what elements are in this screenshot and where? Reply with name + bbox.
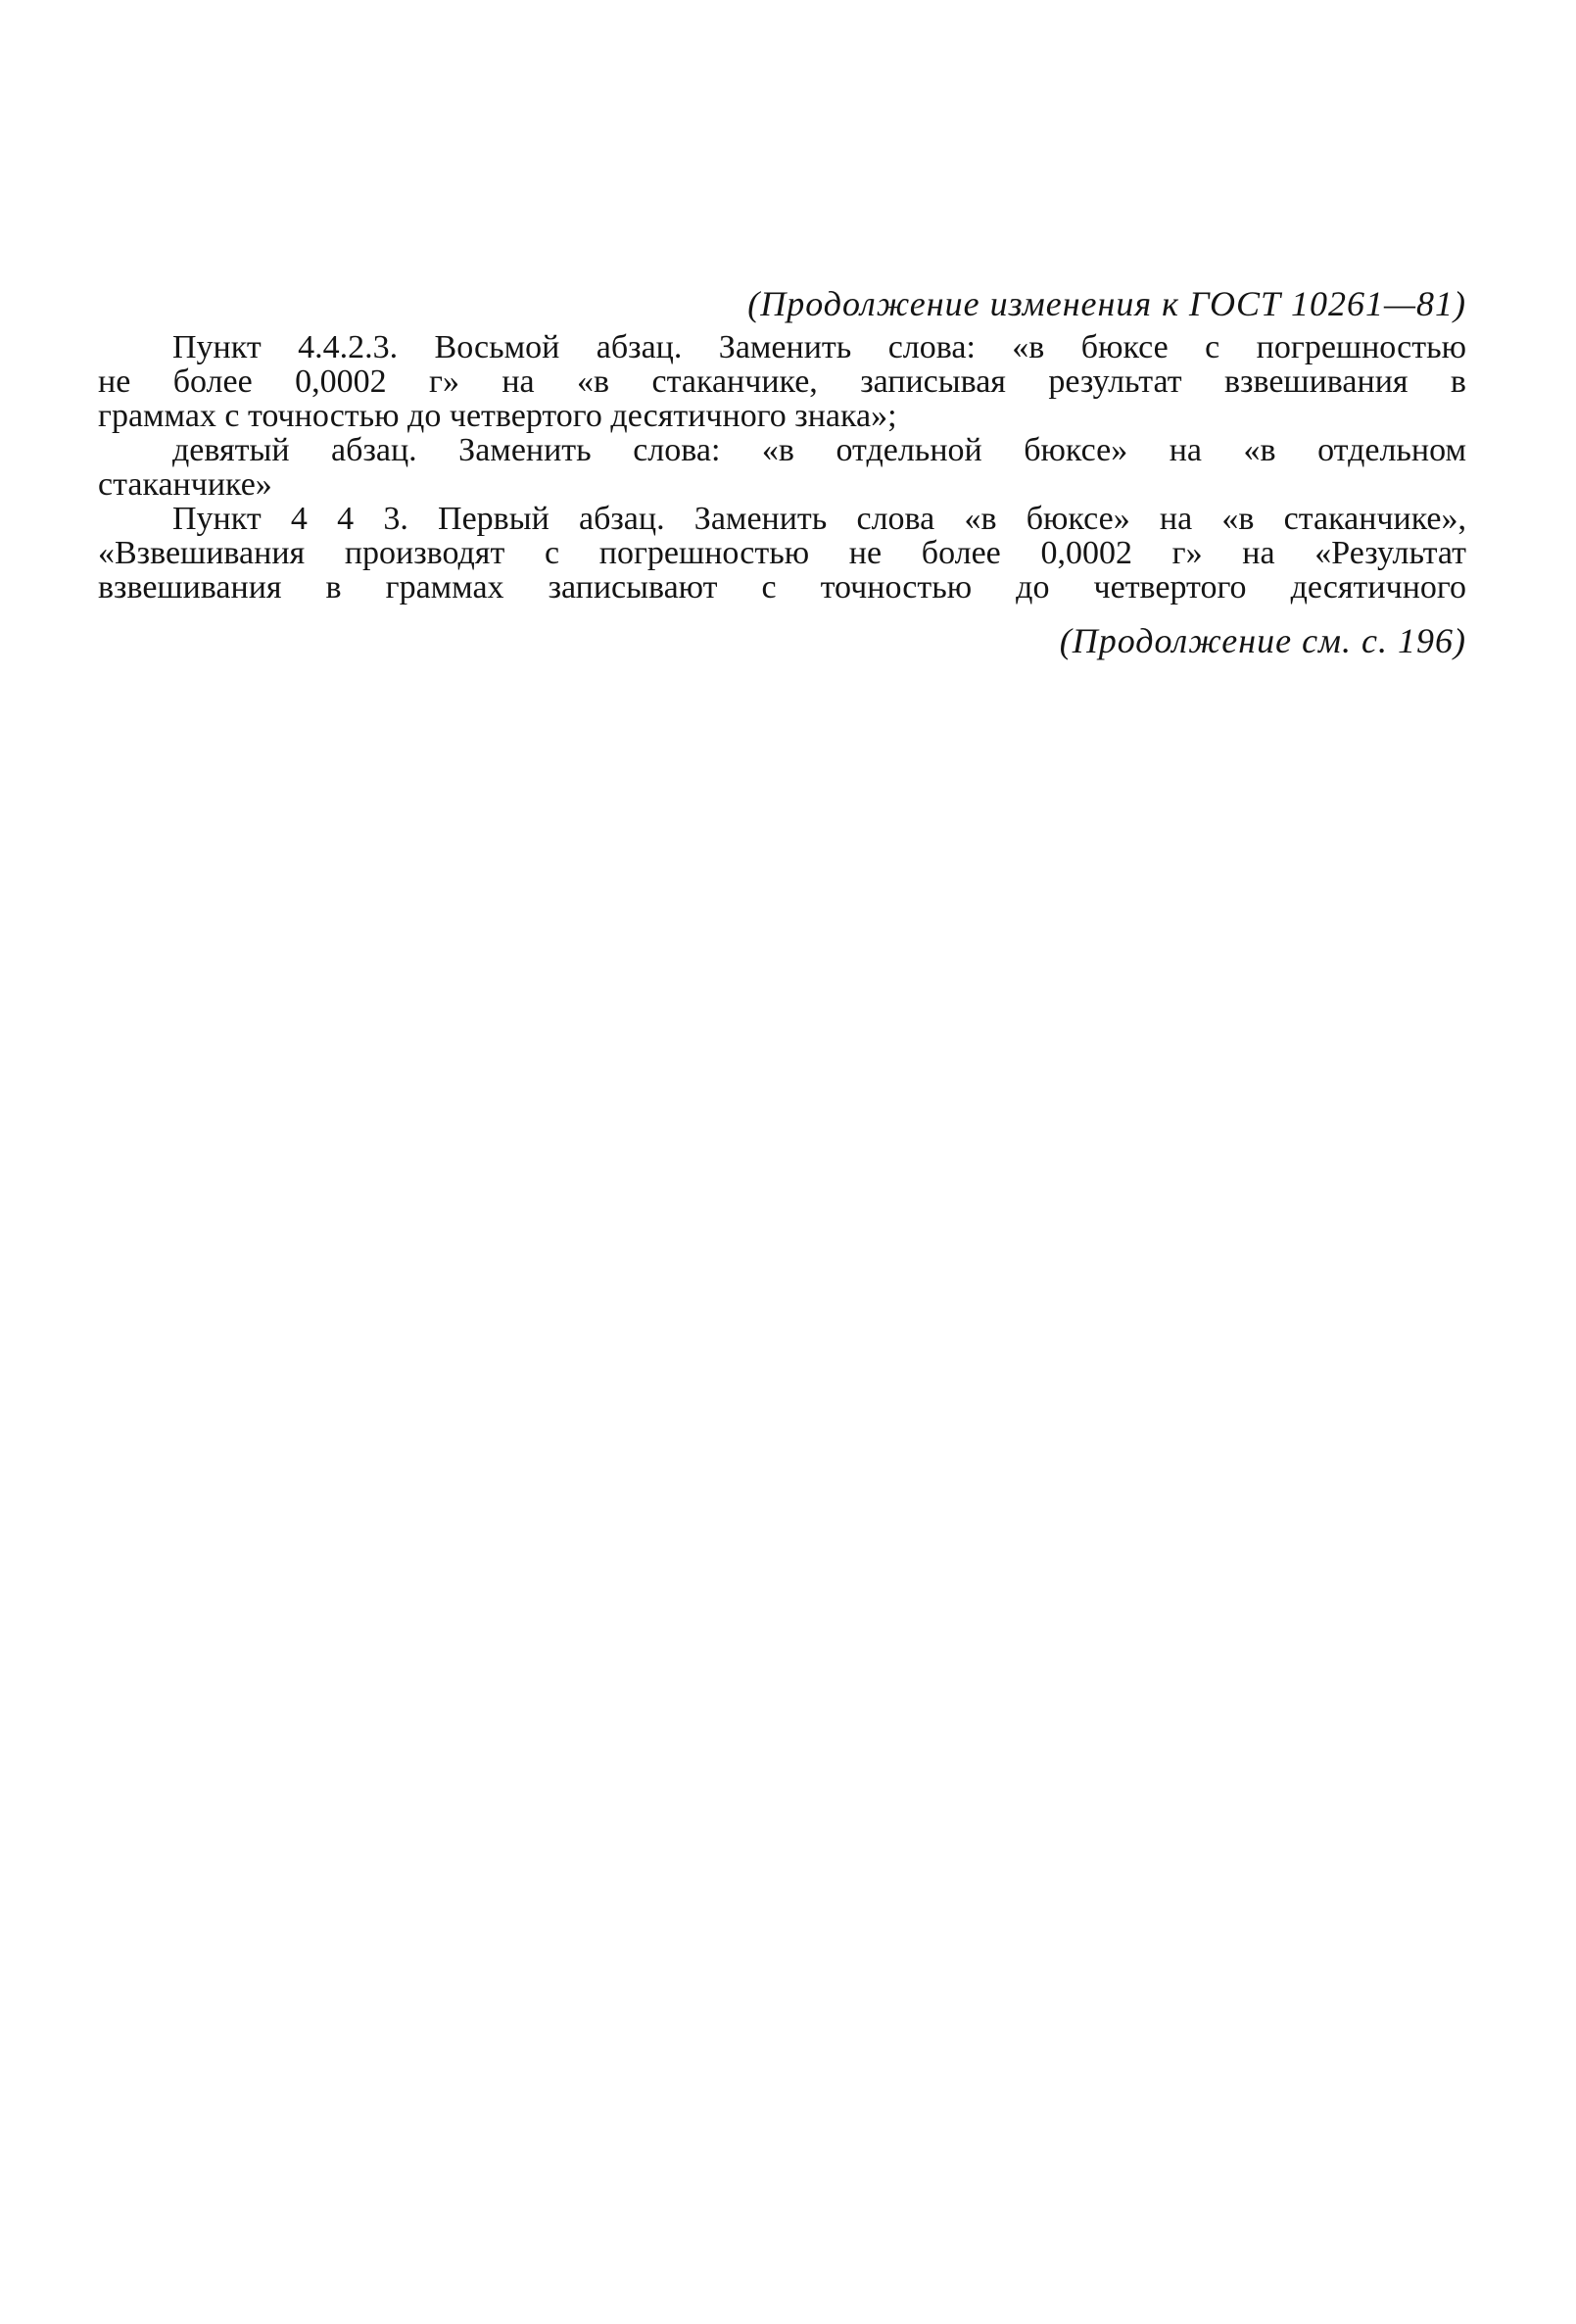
- text-block: [98, 279, 1466, 665]
- continuation-header: (Продолжение изменения к ГОСТ 10261—81): [747, 284, 1466, 323]
- text-line-5: стаканчике»: [98, 466, 272, 503]
- text-line-2: не более 0,0002 г» на «в стаканчике, записывая результат взвешивания в: [98, 363, 1466, 400]
- text-line-6: Пункт 4 4 3. Первый абзац. Заменить слова «в бюксе» на «в стаканчике»,: [172, 501, 1466, 537]
- continuation-footer: (Продолжение см. с. 196): [1059, 621, 1466, 660]
- text-line-8: взвешивания в граммах записывают с точностью до четвертого десятичного: [98, 569, 1466, 605]
- text-line-4: девятый абзац. Заменить слова: «в отдельной бюксе» на «в отдельном: [172, 432, 1466, 468]
- text-line-1: Пункт 4.4.2.3. Восьмой абзац. Заменить слова: «в бюксе с погрешностью: [172, 329, 1466, 365]
- text-line-3: граммах с точностью до четвертого десятичного знака»;: [98, 398, 897, 434]
- text-line-7: «Взвешивания производят с погрешностью не более 0,0002 г» на «Результат: [98, 535, 1466, 571]
